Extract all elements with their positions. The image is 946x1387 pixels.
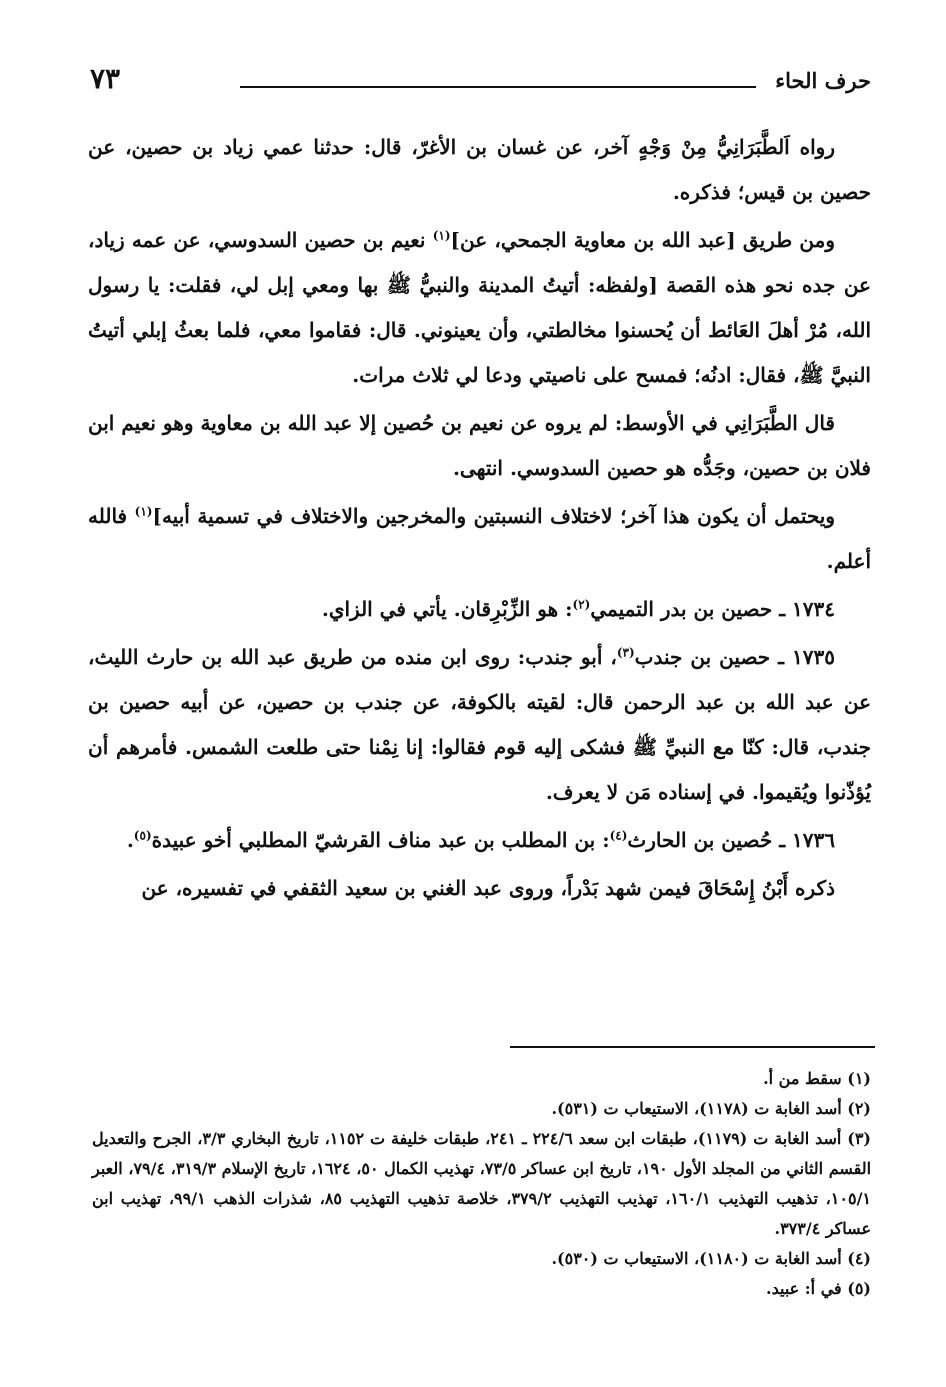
entry-text: . <box>126 828 134 852</box>
entry-1734 <box>88 587 871 632</box>
footnote-ref[interactable]: (١) <box>432 228 451 243</box>
footnote-ref[interactable]: (٤) <box>609 828 628 843</box>
paragraph <box>88 125 871 215</box>
footnote-ref[interactable]: (٣) <box>616 645 635 660</box>
paragraph-text: نعيم بن حصين السدوسي، عن عمه زياد، عن جده نحو هذه القصة [ولفظه: أتيتُ المدينة والنبيُّ ﷺ بها ومعي إبل لي، فقلت: يا رسول الله، مُرْ أهلَ العَائط أن يُحسنوا مخالطتي، وأن يعينوني. قال: فقاموا معي، فلما بعثُ إبلي أتيتُ النبيَّ ﷺ، فقال: ادنُه؛ فمسح على ناصيتي ودعا لي ثلاث مرات. <box>88 228 871 387</box>
footnote: (٥) في أ: عبيد. <box>766 1279 871 1298</box>
page-number: ٧٣ <box>90 62 121 95</box>
entry-heading: ١٧٣٤ ـ حصين بن بدر التميمي <box>590 597 835 621</box>
paragraph-text: ويحتمل أن يكون هذا آخر؛ لاختلاف النسبتين والمخرجين والاختلاف في تسمية أبيه] <box>152 504 836 528</box>
paragraph-text: ومن طريق [عبد الله بن معاوية الجمحي، عن] <box>450 228 835 252</box>
entry-heading: ١٧٣٦ ـ حُصين بن الحارث <box>627 828 835 852</box>
footnote: (١) سقط من أ. <box>763 1069 871 1088</box>
footnote: (٣) أسد الغابة ت (١١٧٩)، طبقات ابن سعد ٢٢٤/٦ ـ ٢٤١، طبقات خليفة ت ١١٥٢، تاريخ البخاري ٣/٣، الجرح والتعديل القسم الثاني من المجلد الأول ١٩٠، تاريخ ابن عساكر ٧٣/٥، تهذيب الكمال ٥٠، ١٦٢٤، تاريخ الإسلام ٣١٩/٣، ٧٩/٤، العبر ١٠٥/١، تذهيب التهذيب ١٦٠/١، تهذيب التهذيب ٣٧٩/٢، خلاصة تذهيب التهذيب ٨٥، شذرات الذهب ٩٩/١، تهذيب ابن عساكر ٣٧٣/٤. <box>92 1129 872 1238</box>
entry-text: ، أبو جندب: روى ابن منده من طريق عبد الله بن حارث الليث، عن عبد الله بن عبد الرحمن قال: لقيته بالكوفة، عن جندب بن حصين، عن أبيه حصين بن جندب، قال: كنّا مع النبيِّ ﷺ فشكى إليه قوم فقالوا: إنا نِمْنا حتى طلعت الشمس. فأمرهم أن يُؤذّنوا ويُقيموا. في إسناده مَن لا يعرف. <box>88 645 871 804</box>
footnote-ref[interactable]: (١) <box>134 504 153 519</box>
entry-text: : هو الزِّبْرِقان. يأتي في الزاي. <box>321 597 573 621</box>
entry-1736 <box>88 818 871 863</box>
entry-text: : بن المطلب بن عبد مناف القرشيّ المطلبي أخو عبيدة <box>151 828 610 852</box>
paragraph-text: فالله أعلم. <box>88 504 871 573</box>
paragraph <box>88 401 871 491</box>
footnote-ref[interactable]: (٥) <box>133 828 152 843</box>
paragraph <box>88 494 871 584</box>
footnotes <box>92 1064 871 1304</box>
page-header <box>90 60 871 104</box>
paragraph <box>88 866 871 911</box>
entry-1735 <box>88 635 871 815</box>
footnote: (٤) أسد الغابة ت (١١٨٠)، الاستيعاب ت (٥٣٠). <box>551 1249 871 1268</box>
paragraph <box>88 218 871 398</box>
paragraph-text: قال الطَّبَرَانِي في الأوسط: لم يروه عن نعيم بن حُصين إلا عبد الله بن معاوية وهو نعيم ابن فلان بن حصين، وجَدُّه هو حصين السدوسي. انتهى. <box>88 411 871 480</box>
section-title: حرف الحاء <box>775 68 871 93</box>
paragraph-text: رواه اَلطَّبَرَانِيُّ مِنْ وَجْهٍ آخر، عن غسان بن الأغرّ، قال: حدثنا عمي زياد بن حصين، عن حصين بن قيس؛ فذكره. <box>88 135 871 204</box>
header-rule <box>240 86 756 88</box>
footnote: (٢) أسد الغابة ت (١١٧٨)، الاستيعاب ت (٥٣١). <box>551 1099 871 1118</box>
entry-heading: ١٧٣٥ ـ حصين بن جندب <box>634 645 835 669</box>
paragraph-text: ذكره أَبْنُ إِسْحَاقَ فيمن شهد بَدْراً، وروى عبد الغني بن سعيد الثقفي في تفسيره، عن <box>141 876 835 900</box>
footnote-ref[interactable]: (٢) <box>572 597 591 612</box>
main-text <box>88 125 871 914</box>
footnote-rule <box>510 1046 875 1048</box>
